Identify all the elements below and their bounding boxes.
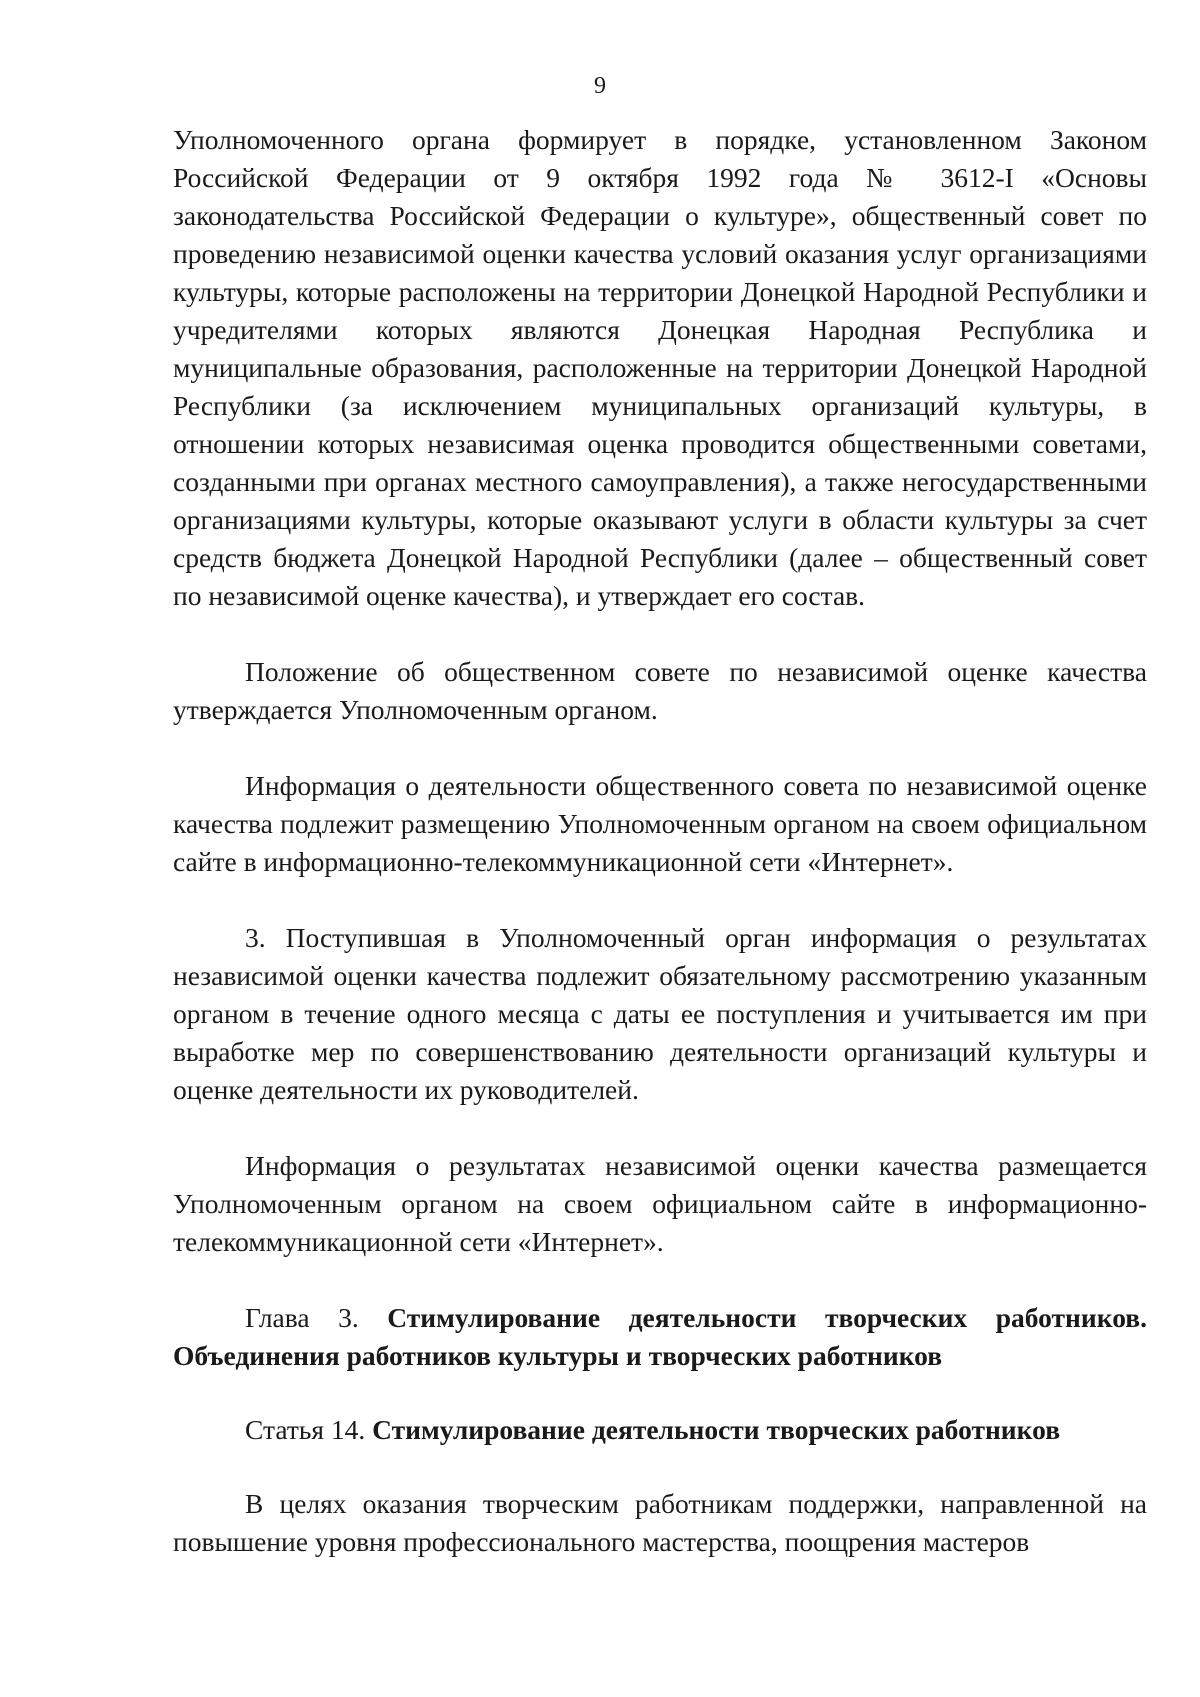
- paragraph-results-publication: Информация о результатах независимой оценки качества размещается Уполномоченным органом на своем официальном сайте в информационно-телекоммуникационной сети «Интернет».: [173, 1150, 1147, 1257]
- page-number: 9: [594, 73, 606, 99]
- article-prefix: Статья 14.: [245, 1414, 366, 1445]
- article-heading: [173, 1411, 1147, 1449]
- document-body: [173, 121, 1147, 1561]
- paragraph-item-3: 3. Поступившая в Уполномоченный орган информация о результатах независимой оценки качества подлежит обязательному рассмотрению указанным органом в течение одного месяца с даты ее поступления и учитывается им при выработке мер по совершенствованию деятельности организаций культуры и оценке деятельности их руководителей.: [173, 922, 1147, 1105]
- paragraph-council-formation: Уполномоченного органа формирует в порядке, установленном Законом Российской Федерации от 9 октября 1992 года № 3612-I «Основы законодательства Российской Федерации о культуре», общественный совет по проведению независимой оценки качества условий оказания услуг организациями культуры, которые расположены на территории Донецкой Народной Республики и учредителями которых являются Донецкая Народная Республика и муниципальные образования, расположенные на территории Донецкой Народной Республики (за исключением муниципальных организаций культуры, в отношении которых независимая оценка проводится общественными советами, созданными при органах местного самоуправления), а также негосударственными организациями культуры, которые оказывают услуги в области культуры за счет средств бюджета Донецкой Народной Республики (далее – общественный совет по независимой оценке качества), и утверждает его состав.: [173, 124, 1147, 611]
- paragraph-article-14: В целях оказания творческим работникам поддержки, направленной на повышение уровня профессионального мастерства, поощрения мастеров: [173, 1488, 1147, 1557]
- chapter-heading: [173, 1299, 1147, 1375]
- paragraph-council-information: Информация о деятельности общественного совета по независимой оценке качества подлежит размещению Уполномоченным органом на своем официальном сайте в информационно-телекоммуникационной сети «Интернет».: [173, 770, 1147, 877]
- paragraph-council-regulation: Положение об общественном совете по независимой оценке качества утверждается Уполномоченным органом.: [173, 656, 1147, 725]
- chapter-prefix: Глава 3.: [245, 1302, 359, 1333]
- chapter-title: Стимулирование деятельности творческих работников. Объединения работников культуры и творческих работников: [173, 1302, 1147, 1371]
- article-title: Стимулирование деятельности творческих работников: [372, 1414, 1061, 1445]
